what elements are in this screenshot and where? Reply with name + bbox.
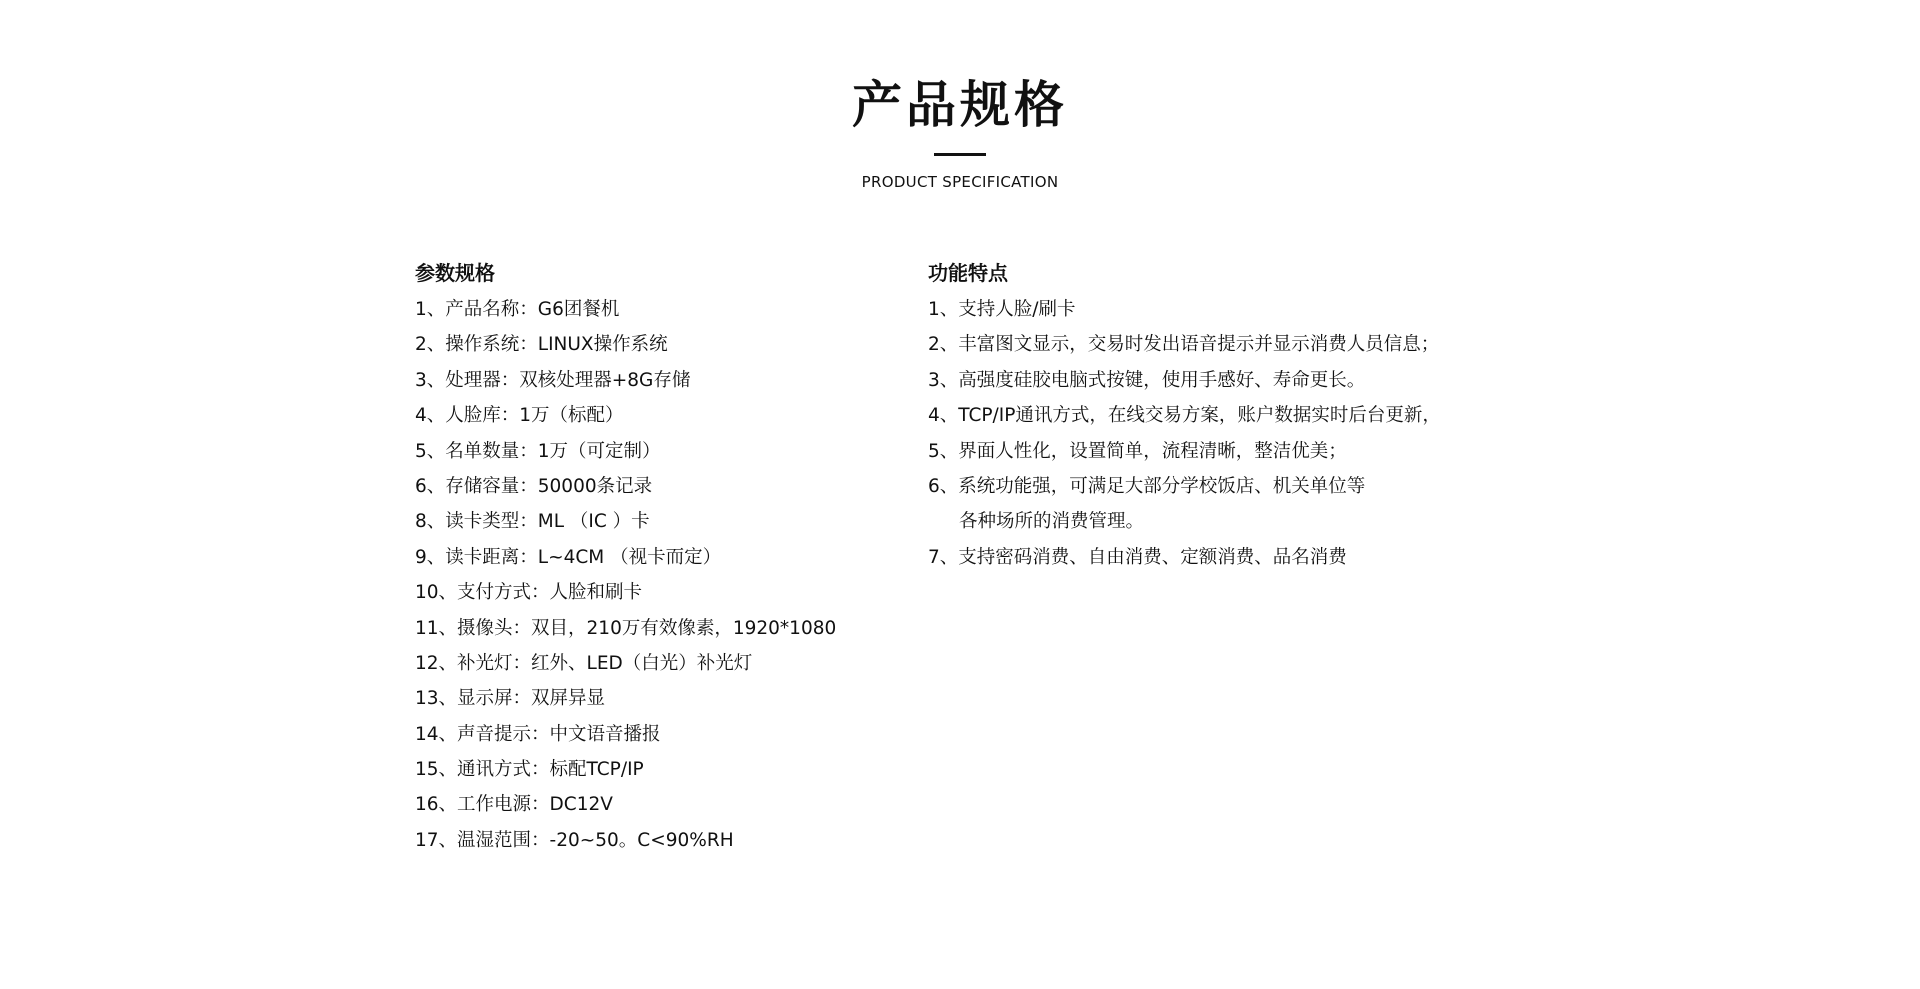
page-subtitle: PRODUCT SPECIFICATION: [861, 173, 1059, 191]
features-section: [928, 258, 1628, 575]
spec-item: 5、名单数量：1万（可定制）: [415, 440, 661, 462]
spec-item: 9、读卡距离：L~4CM （视卡而定）: [415, 546, 722, 568]
page-header: [0, 70, 1920, 192]
spec-item: 14、声音提示：中文语音播报: [415, 723, 661, 745]
spec-item: 12、补光灯：红外、LED（白光）补光灯: [415, 652, 753, 674]
spec-item: 13、显示屏：双屏异显: [415, 688, 606, 710]
spec-item: 1、产品名称：G6团餐机: [415, 299, 620, 320]
spec-item: 8、读卡类型：ML （IC ）卡: [415, 511, 650, 533]
feature-item: 1、支持人脸/刷卡: [928, 299, 1076, 320]
feature-item: 3、高强度硅胶电脑式按键，使用手感好、寿命更长。: [928, 369, 1366, 391]
feature-item: 2、丰富图文显示，交易时发出语音提示并显示消费人员信息；: [928, 334, 1440, 356]
feature-item: 6、系统功能强，可满足大部分学校饭店、机关单位等: [928, 475, 1366, 497]
features-heading: 功能特点: [928, 261, 1008, 285]
spec-item: 10、支付方式：人脸和刷卡: [415, 582, 643, 604]
feature-item-continuation: 各种场所的消费管理。: [959, 511, 1145, 533]
spec-item: 11、摄像头：双目，210万有效像素，1920*1080: [415, 617, 837, 639]
spec-item: 15、通讯方式：标配TCP/IP: [415, 759, 644, 781]
parameters-heading: 参数规格: [415, 261, 495, 285]
feature-item: 4、TCP/IP通讯方式，在线交易方案，账户数据实时后台更新，: [928, 405, 1441, 427]
spec-item: 2、操作系统：LINUX操作系统: [415, 334, 668, 356]
title-divider: [934, 153, 986, 156]
spec-item: 16、工作电源：DC12V: [415, 794, 613, 816]
parameters-section: [415, 258, 915, 858]
spec-item: 17、温湿范围：-20~50。C<90%RH: [415, 829, 734, 851]
feature-item: 7、支持密码消费、自由消费、定额消费、品名消费: [928, 546, 1347, 568]
spec-item: 6、存储容量：50000条记录: [415, 475, 653, 497]
spec-item: 4、人脸库：1万（标配）: [415, 405, 624, 427]
feature-item: 5、界面人性化，设置简单，流程清晰，整洁优美；: [928, 440, 1347, 462]
spec-item: 3、处理器：双核处理器+8G存储: [415, 369, 691, 391]
page-title: 产品规格: [852, 76, 1068, 134]
